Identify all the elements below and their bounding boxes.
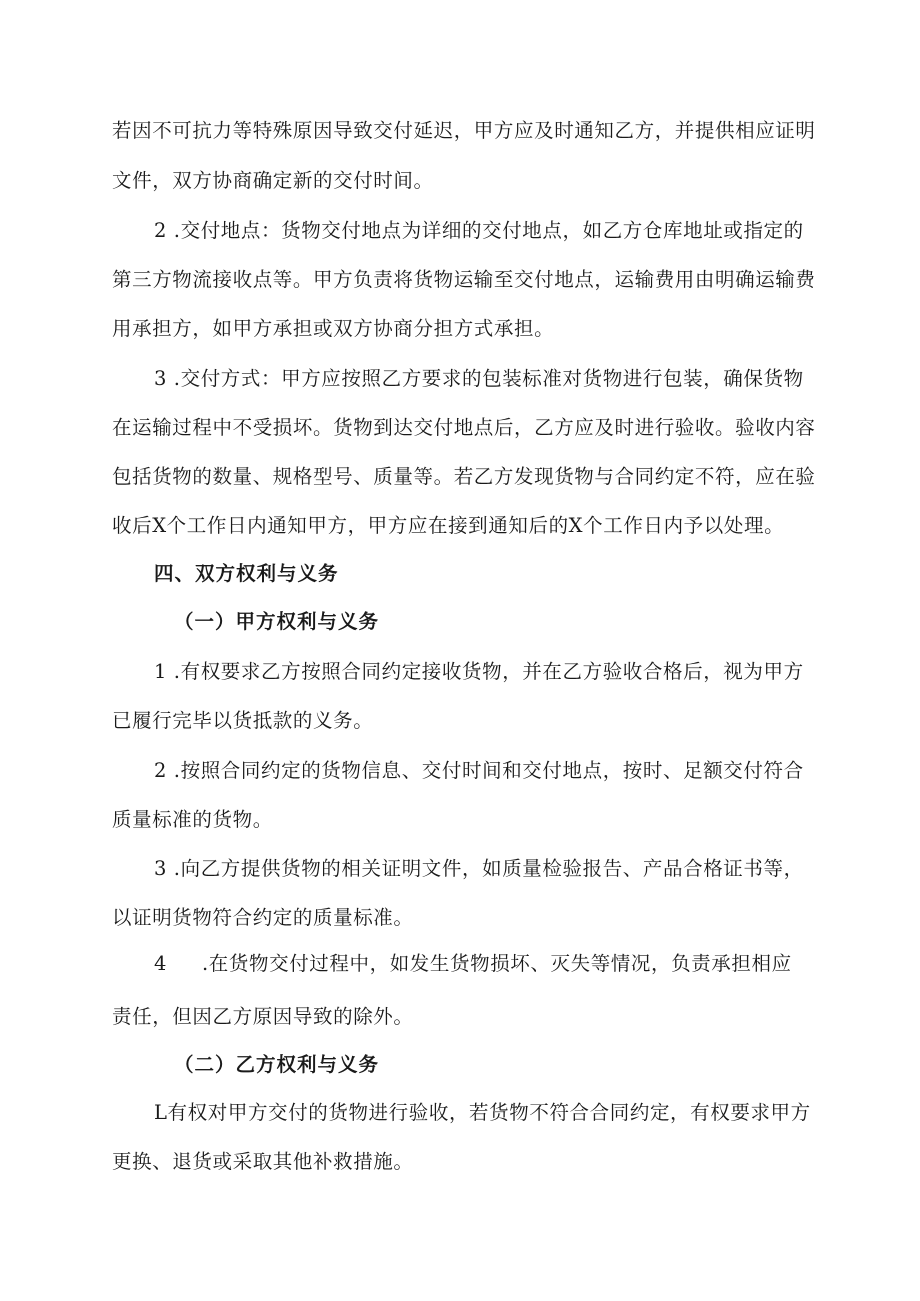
item-text: .在货物交付过程中，如发生货物损坏、灭失等情况，负责承担相应 [202, 952, 792, 975]
paragraph-line: 在运输过程中不受损坏。货物到达交付地点后，乙方应及时进行验收。验收内容 [112, 416, 816, 439]
paragraph-line: 以证明货物符合约定的质量标准。 [112, 906, 414, 929]
paragraph-line: 若因不可抗力等特殊原因导致交付延迟，甲方应及时通知乙方，并提供相应证明 [112, 119, 816, 142]
paragraph-line: 1 .有权要求乙方按照合同约定接收货物，并在乙方验收合格后，视为甲方 [154, 660, 804, 683]
paragraph-line: 3 .交付方式：甲方应按照乙方要求的包装标准对货物进行包装，确保货物 [154, 367, 804, 390]
subsection-heading: （二）乙方权利与义务 [174, 1053, 380, 1076]
paragraph-line: L有权对甲方交付的货物进行验收，若货物不符合合同约定，有权要求甲方 [154, 1101, 811, 1124]
paragraph-line: 3 .向乙方提供货物的相关证明文件，如质量检验报告、产品合格证书等， [154, 857, 804, 880]
item-number: 4 [154, 952, 168, 975]
paragraph-line: 收后X个工作日内通知甲方，甲方应在接到通知后的X个工作日内予以处理。 [112, 514, 785, 537]
paragraph-line: 文件，双方协商确定新的交付时间。 [112, 169, 434, 192]
paragraph-line: 已履行完毕以货抵款的义务。 [112, 709, 374, 732]
subsection-heading: （一）甲方权利与义务 [174, 610, 380, 633]
section-heading: 四、双方权利与义务 [154, 562, 339, 585]
paragraph-line: 更换、退货或采取其他补救措施。 [112, 1150, 414, 1173]
paragraph-line: 第三方物流接收点等。甲方负责将货物运输至交付地点，运输费用由明确运输费 [112, 268, 816, 291]
paragraph-line: 质量标准的货物。 [112, 808, 273, 831]
paragraph-line: 2 .按照合同约定的货物信息、交付时间和交付地点，按时、足额交付符合 [154, 759, 804, 782]
paragraph-line: 用承担方，如甲方承担或双方协商分担方式承担。 [112, 317, 555, 340]
paragraph-line: 包括货物的数量、规格型号、质量等。若乙方发现货物与合同约定不符，应在验 [112, 465, 816, 488]
paragraph-line: 2 .交付地点：货物交付地点为详细的交付地点，如乙方仓库地址或指定的 [154, 219, 804, 242]
paragraph-line-numbered [154, 951, 854, 977]
paragraph-line: 责任，但因乙方原因导致的除外。 [112, 1005, 414, 1028]
